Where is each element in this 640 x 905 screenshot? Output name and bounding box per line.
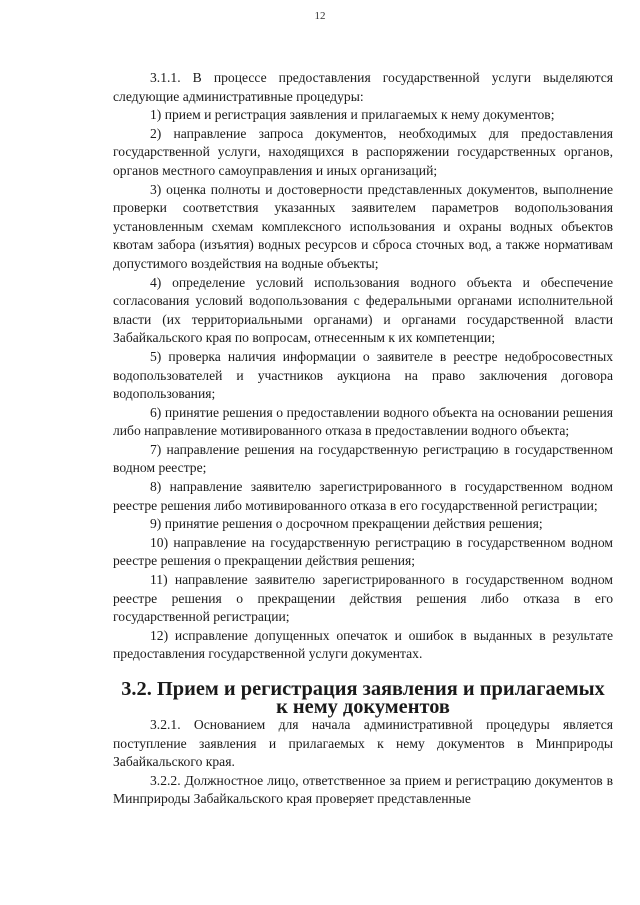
procedure-item-10: 10) направление на государственную регистрацию в государственном водном реестре решения о прекращении действия решения; xyxy=(113,534,613,569)
procedure-item-3: 3) оценка полноты и достоверности представленных документов, выполнение проверки соответствия указанных заявителем параметров водопользования установленным схемам комплексного использования и охраны водных объектов квотам забора (изъятия) водных ресурсов и сброса сточных вод, а также нормативам допустимого воздействия на водные объекты; xyxy=(113,181,613,271)
procedures-intro: 3.1.1. В процессе предоставления государственной услуги выделяются следующие административные процедуры: xyxy=(113,70,613,104)
procedure-item-6: 6) принятие решения о предоставлении водного объекта на основании решения либо направление мотивированного отказа в предоставлении водного объекта; xyxy=(113,404,613,439)
section-heading-line-2: к нему документов xyxy=(276,695,450,718)
document-body xyxy=(113,69,613,809)
procedure-item-11: 11) направление заявителю зарегистрированного в государственном водном реестре решения о прекращении действия решения либо отказа в его государственной регистрации; xyxy=(113,572,613,625)
procedure-item-2: 2) направление запроса документов, необходимых для предоставления государственной услуги, находящихся в распоряжении государственных органов, органов местного самоуправления и иных организаций; xyxy=(113,125,613,178)
procedure-item-4: 4) определение условий использования водного объекта и обеспечение согласования условий водопользования с федеральными органами исполнительной власти (их территориальными органами) и органами государственной власти Забайкальского края по вопросам, отнесенным к их компетенции; xyxy=(113,274,613,346)
procedure-item-5: 5) проверка наличия информации о заявителе в реестре недобросовестных водопользователей и участников аукциона на право заключения договора водопользования; xyxy=(113,348,613,402)
procedure-item-7: 7) направление решения на государственную регистрацию в государственном водном реестре; xyxy=(113,441,613,476)
section-heading-line-1: 3.2. Прием и регистрация заявления и прилагаемых xyxy=(121,678,605,700)
section-heading xyxy=(113,678,613,718)
procedure-item-1: 1) прием и регистрация заявления и прилагаемых к нему документов; xyxy=(150,107,555,123)
procedure-item-9: 9) принятие решения о досрочном прекращении действия решения; xyxy=(150,516,543,532)
procedure-item-12: 12) исправление допущенных опечаток и ошибок в выданных в результате предоставления государственной услуги документах. xyxy=(113,627,613,662)
paragraph-3-2-1: 3.2.1. Основанием для начала административной процедуры является поступление заявления и прилагаемых к нему документов в Минприроды Забайкальского края. xyxy=(113,717,613,770)
procedure-item-8: 8) направление заявителю зарегистрированного в государственном водном реестре решения либо мотивированного отказа в его государственной регистрации; xyxy=(113,479,613,513)
paragraph-3-2-2: 3.2.2. Должностное лицо, ответственное за прием и регистрацию документов в Минприроды Забайкальского края проверяет представленные xyxy=(113,772,613,807)
page-number: 12 xyxy=(314,10,326,22)
